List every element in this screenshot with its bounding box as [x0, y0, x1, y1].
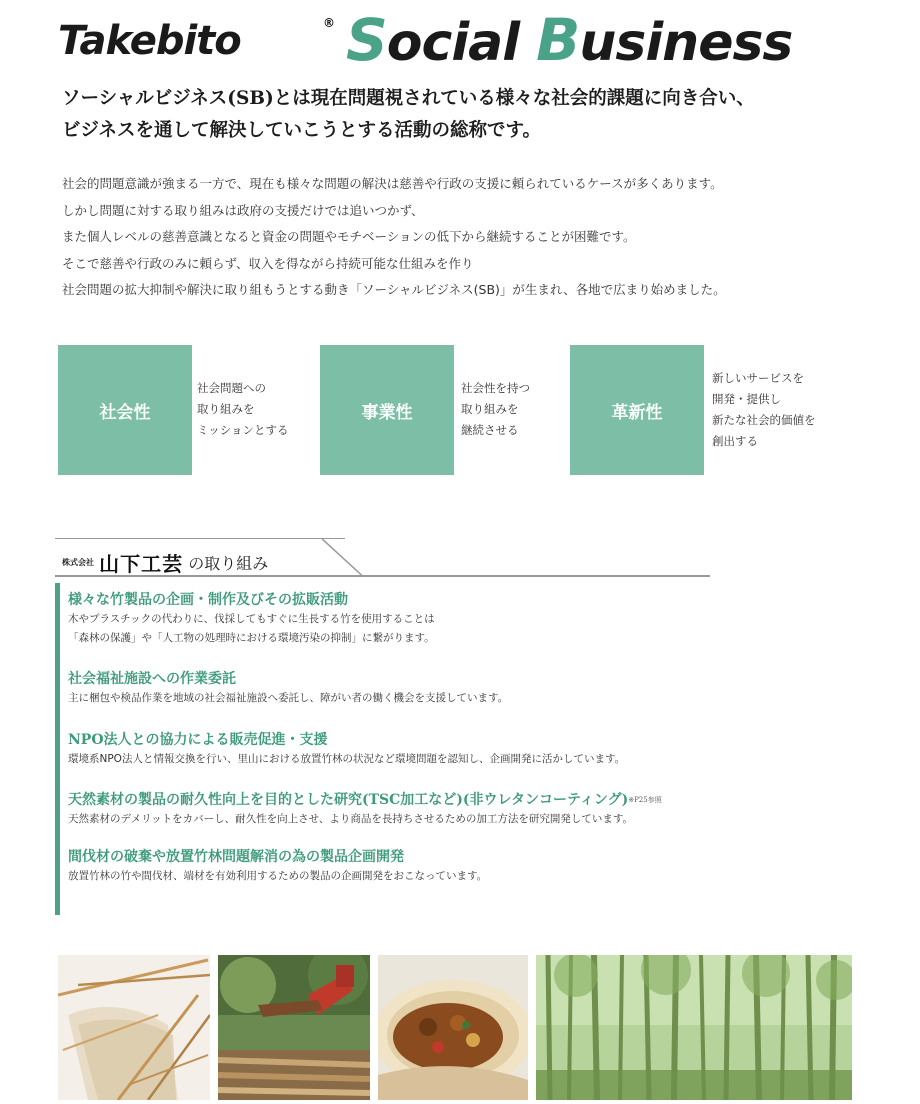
initiative-item: [68, 590, 435, 648]
social-business-heading: [346, 6, 792, 74]
section-suffix: の取り組み: [188, 554, 269, 573]
desc-line: 取り組みを: [197, 402, 255, 416]
pillar-social-desc: [197, 378, 289, 441]
desc-line: 創出する: [712, 434, 758, 448]
business-rest: usiness: [579, 13, 793, 73]
section-tab-slant: [320, 538, 366, 576]
initiative-text: 「森林の保護」や「人工物の処理時における環境汚染の抑制」に繋がります。: [68, 632, 435, 644]
initiative-heading: 天然素材の製品の耐久性向上を目的とした研究(TSC加工など)(非ウレタンコーティング): [68, 792, 629, 808]
lead-line: ソーシャルビジネス(SB)とは現在問題視されている様々な社会的課題に向き合い、: [62, 88, 755, 109]
bamboo-forest-photo: [536, 955, 852, 1100]
desc-line: 社会問題への: [197, 381, 266, 395]
registered-mark: ®: [323, 16, 335, 30]
lead-line: ビジネスを通して解決していこうとする活動の総称です。: [62, 120, 541, 141]
bamboo-harvest-photo: [218, 955, 370, 1100]
page-title: [58, 4, 878, 74]
pillar-social-box: 社会性: [58, 345, 192, 475]
section-accent-bar: [55, 583, 60, 915]
initiative-item: [68, 730, 625, 769]
initiative-item: [68, 790, 662, 829]
desc-line: 新たな社会的価値を: [712, 413, 816, 427]
initiative-text: 天然素材のデメリットをカバーし、耐久性を向上させ、より商品を長持ちさせるための加工方法を研究開発しています。: [68, 813, 634, 825]
curry-dish-photo: [378, 955, 528, 1100]
bamboo-products-photo: [58, 955, 210, 1100]
desc-line: 新しいサービスを: [712, 371, 804, 385]
social-rest: ocial: [386, 13, 537, 73]
initiative-heading: 社会福祉施設への作業委託: [68, 671, 236, 687]
desc-line: 社会性を持つ: [461, 381, 530, 395]
brand-name: Takebito: [58, 18, 241, 64]
initiative-text: 主に梱包や検品作業を地域の社会福祉施設へ委託し、障がい者の働く機会を支援しています。: [68, 692, 509, 704]
initiative-heading: NPO法人との協力による販売促進・支援: [68, 732, 328, 748]
pillar-innovation-desc: [712, 368, 816, 452]
pillar-business-box: 事業性: [320, 345, 454, 475]
initiative-text: 環境系NPO法人と情報交換を行い、里山における放置竹林の状況など環境問題を認知し、企画開発に活かしています。: [68, 753, 626, 765]
body-line: 社会的問題意識が強まる一方で、現在も様々な問題の解決は慈善や行政の支援に頼られているケースが多くあります。: [62, 176, 723, 191]
pillar-innovation-box: 革新性: [570, 345, 704, 475]
initiative-heading: 間伐材の破棄や放置竹林問題解消の為の製品企画開発: [68, 849, 404, 865]
desc-line: 取り組みを: [461, 402, 519, 416]
desc-line: 開発・提供し: [712, 392, 781, 406]
company-name: 山下工芸: [99, 552, 184, 576]
body-line: しかし問題に対する取り組みは政府の支援だけでは追いつかず、: [62, 202, 424, 218]
initiative-text: 放置竹林の竹や間伐材、端材を有効利用するための製品の企画開発をおこなっています。: [68, 870, 488, 882]
initiative-text: 木やプラスチックの代わりに、伐採してもすぐに生長する竹を使用することは: [68, 613, 435, 625]
body-line: 社会問題の拡大抑制や解決に取り組もうとする動き「ソーシャルビジネス(SB)」が生まれ、各地で広まり始めました。: [62, 282, 726, 297]
initiative-item: [68, 847, 487, 886]
page-reference-note: ※P25参照: [628, 796, 662, 804]
body-paragraph: [62, 171, 882, 304]
social-initial: S: [346, 6, 387, 74]
business-initial: B: [536, 6, 580, 74]
desc-line: 継続させる: [461, 423, 519, 437]
initiative-heading: 様々な竹製品の企画・制作及びその拡販活動: [68, 592, 348, 608]
body-line: また個人レベルの慈善意識となると資金の問題やモチベーションの低下から継続することが困難です。: [62, 229, 636, 244]
company-type: 株式会社: [62, 558, 94, 567]
lead-text: [62, 83, 882, 147]
initiative-item: [68, 669, 508, 708]
initiative-heading-row: [68, 790, 662, 810]
section-heading: [62, 548, 268, 578]
desc-line: ミッションとする: [197, 423, 289, 437]
body-line: そこで慈善や行政のみに頼らず、収入を得ながら持続可能な仕組みを作り: [62, 255, 474, 271]
pillar-business-desc: [461, 378, 530, 441]
